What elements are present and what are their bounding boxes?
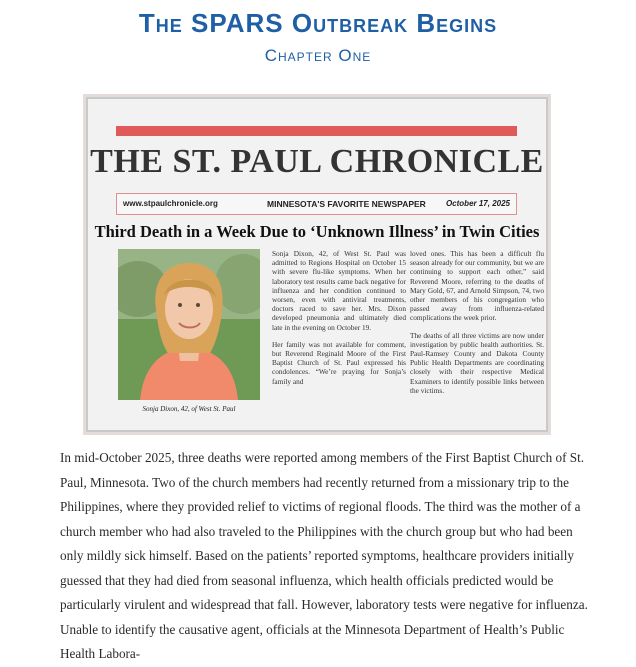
newspaper-url: www.stpaulchronicle.org <box>123 199 218 208</box>
newspaper-date: October 17, 2025 <box>445 199 510 208</box>
photo-caption: Sonja Dixon, 42, of West St. Paul <box>142 405 236 413</box>
article-paragraph: Sonja Dixon, 42, of West St. Paul was admitted to Regions Hospital on October 15 with severe flu-like symptoms. When her laboratory test results came back negative for influenza and her condition continued to worsen, even with antiviral treatments, doctors raced to save her. Mrs. Dixon developed pneumonia and ultimately died late in the evening on October 19. <box>272 249 406 332</box>
newspaper-info-bar <box>116 193 517 215</box>
article-photo <box>118 249 260 400</box>
article-column-1 <box>272 249 406 394</box>
chapter-heading: Chapter One <box>264 46 372 65</box>
article-paragraph: The deaths of all three victims are now under investigation by public health authorities. St. Paul-Ramsey County and Dakota County Public Health Departments are coordinating closely with their respective Medical Examiners to identify possible links between the victims. <box>410 330 544 395</box>
article-headline: Third Death in a Week Due to ‘Unknown Illness’ in Twin Cities <box>94 222 540 241</box>
portrait-illustration <box>118 249 260 400</box>
article-paragraph: Her family was not available for comment, but Reverend Reginald Moore of the First Baptist Church of St. Paul expressed his condolences. “We’re praying for Sonja’s family and <box>272 339 406 386</box>
newspaper-tagline: MINNESOTA'S FAVORITE NEWSPAPER <box>267 199 426 209</box>
body-paragraph: In mid-October 2025, three deaths were reported among members of the First Baptist Church of St. Paul, Minnesota. Two of the church members had recently returned from a missionary trip to the Philippines, where they provided relief to victims of regional floods. The third was the mother of a church member who had also traveled to the Philippines with the church group but who had been only mildly sick himself. Based on the patients’ reported symptoms, healthcare providers initially guessed that they had died from seasonal influenza, which health officials predicted would be particularly virulent and widespread that fall. However, laboratory tests were negative for influenza. Unable to identify the causative agent, officials at the Minnesota Department of Health’s Public Health Labora- <box>60 450 588 661</box>
newspaper-clipping <box>86 97 548 432</box>
document-title: The SPARS Outbreak Begins <box>138 8 498 38</box>
article-column-2 <box>410 249 544 403</box>
article-paragraph: loved ones. This has been a difficult flu season already for our community, but we are continuing to support each other,” said Reverend Moore, referring to the deaths of Mary Gold, 67, and Arnold Simpson, 74, two other members of his congregation who passed away from influenza-related complications the week prior. <box>410 249 544 323</box>
masthead-red-bar <box>116 126 517 136</box>
newspaper-masthead: THE ST. PAUL CHRONICLE <box>90 143 544 180</box>
